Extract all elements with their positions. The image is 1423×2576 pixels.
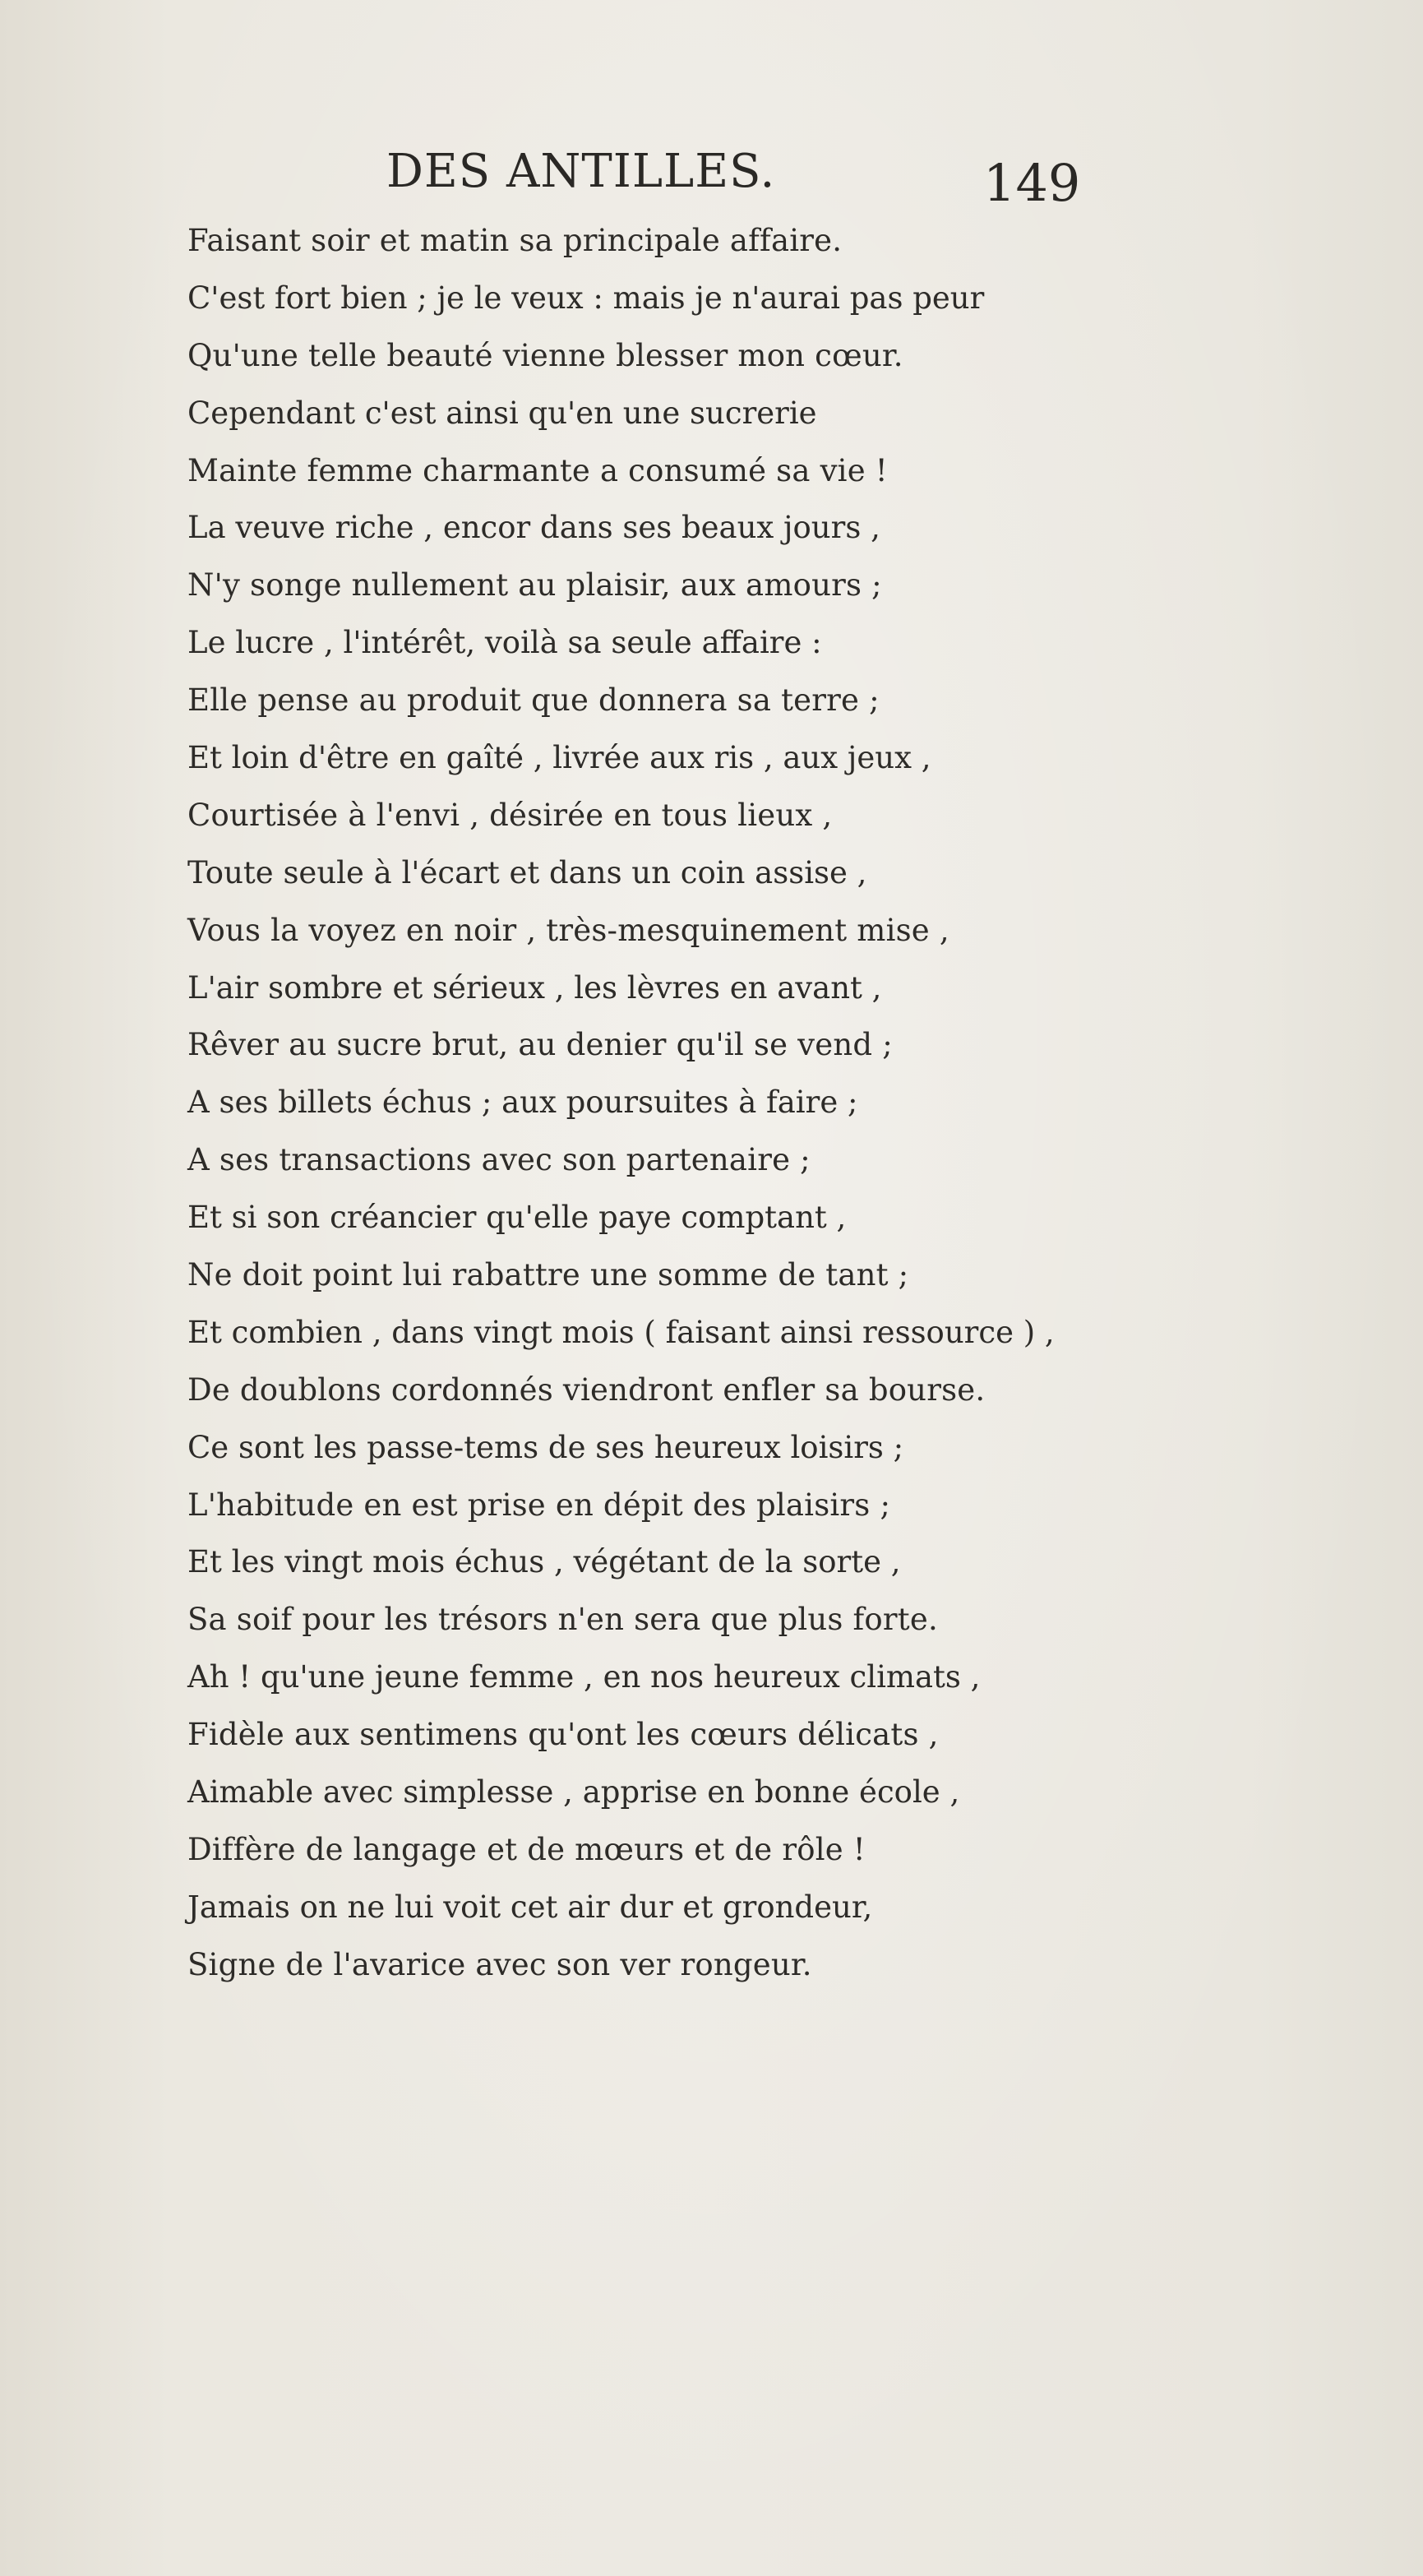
- poem-line: Et combien , dans vingt mois ( faisant ainsi ressource ) ,: [187, 1314, 1055, 1350]
- poem-line: Cependant c'est ainsi qu'en une sucrerie: [187, 395, 817, 431]
- poem-line: Signe de l'avarice avec son ver rongeur.: [187, 1946, 812, 1982]
- poem-line: L'habitude en est prise en dépit des plaisirs ;: [187, 1487, 891, 1523]
- poem-line: C'est fort bien ; je le veux : mais je n'aurai pas peur: [187, 280, 985, 316]
- poem-line: Jamais on ne lui voit cet air dur et grondeur,: [187, 1889, 873, 1925]
- poem-line: Le lucre , l'intérêt, voilà sa seule affaire :: [187, 625, 822, 661]
- poem-line: Elle pense au produit que donnera sa terre ;: [187, 682, 880, 719]
- poem-line: Qu'une telle beauté vienne blesser mon cœur.: [187, 337, 903, 373]
- poem-line: Et les vingt mois échus , végétant de la sorte ,: [187, 1544, 901, 1580]
- running-title: DES ANTILLES.: [386, 145, 776, 198]
- poem-line: Fidèle aux sentimens qu'ont les cœurs délicats ,: [187, 1717, 939, 1753]
- poem-line: A ses billets échus ; aux poursuites à faire ;: [187, 1085, 858, 1121]
- poem-line: Toute seule à l'écart et dans un coin assise ,: [187, 854, 867, 890]
- poem-line: Et si son créancier qu'elle paye comptant ,: [187, 1200, 847, 1236]
- poem-line: Ah ! qu'une jeune femme , en nos heureux climats ,: [187, 1659, 981, 1695]
- poem-line: Mainte femme charmante a consumé sa vie !: [187, 452, 888, 488]
- poem-line: Ne doit point lui rabattre une somme de tant ;: [187, 1257, 909, 1293]
- poem-line: Rêver au sucre brut, au denier qu'il se vend ;: [187, 1027, 893, 1063]
- poem-line: Faisant soir et matin sa principale affaire.: [187, 223, 843, 258]
- poem-line: L'air sombre et sérieux , les lèvres en avant ,: [187, 969, 882, 1006]
- poem-line: Ce sont les passe-tems de ses heureux loisirs ;: [187, 1429, 904, 1465]
- poem-line: A ses transactions avec son partenaire ;: [187, 1142, 811, 1178]
- poem-line: Vous la voyez en noir , très-mesquinement mise ,: [187, 912, 949, 948]
- page-number: 149: [983, 153, 1081, 213]
- poem-line: Diffère de langage et de mœurs et de rôle !: [187, 1831, 866, 1867]
- poem-line: N'y songe nullement au plaisir, aux amours ;: [187, 567, 882, 604]
- poem-line: Aimable avec simplesse , apprise en bonne école ,: [187, 1774, 960, 1811]
- poem-line: Sa soif pour les trésors n'en sera que plus forte.: [187, 1602, 938, 1638]
- poem-line: De doublons cordonnés viendront enfler sa bourse.: [187, 1371, 986, 1408]
- poem-line: La veuve riche , encor dans ses beaux jours ,: [187, 510, 880, 546]
- poem-line: Courtisée à l'envi , désirée en tous lieux ,: [187, 797, 833, 833]
- poem-text: [187, 212, 1075, 1994]
- poem-line: Et loin d'être en gaîté , livrée aux ris , aux jeux ,: [187, 740, 931, 776]
